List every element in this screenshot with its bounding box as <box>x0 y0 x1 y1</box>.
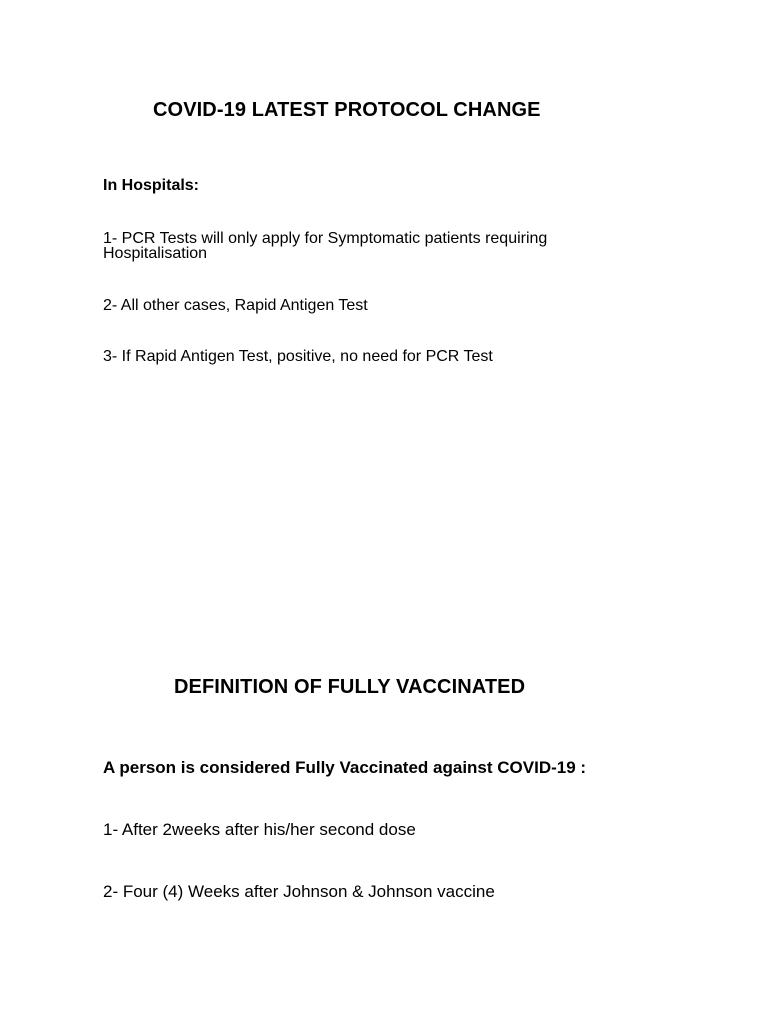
protocol-item-2: 2- All other cases, Rapid Antigen Test <box>103 297 368 314</box>
vaccinated-item-1: 1- After 2weeks after his/her second dose <box>103 820 416 839</box>
protocol-change-title: COVID-19 LATEST PROTOCOL CHANGE <box>153 99 541 121</box>
protocol-item-3: 3- If Rapid Antigen Test, positive, no need for PCR Test <box>103 348 493 365</box>
fully-vaccinated-title: DEFINITION OF FULLY VACCINATED <box>174 676 526 698</box>
fully-vaccinated-subheading: A person is considered Fully Vaccinated against COVID-19 : <box>103 758 587 777</box>
vaccinated-item-2: 2- Four (4) Weeks after Johnson & Johnson vaccine <box>103 882 495 901</box>
protocol-item-1 <box>103 231 547 261</box>
in-hospitals-heading: In Hospitals: <box>103 177 200 194</box>
protocol-item-1-line-1: 1- PCR Tests will only apply for Symptomatic patients requiring <box>103 230 548 247</box>
protocol-item-1-line-2: Hospitalisation <box>103 245 208 262</box>
